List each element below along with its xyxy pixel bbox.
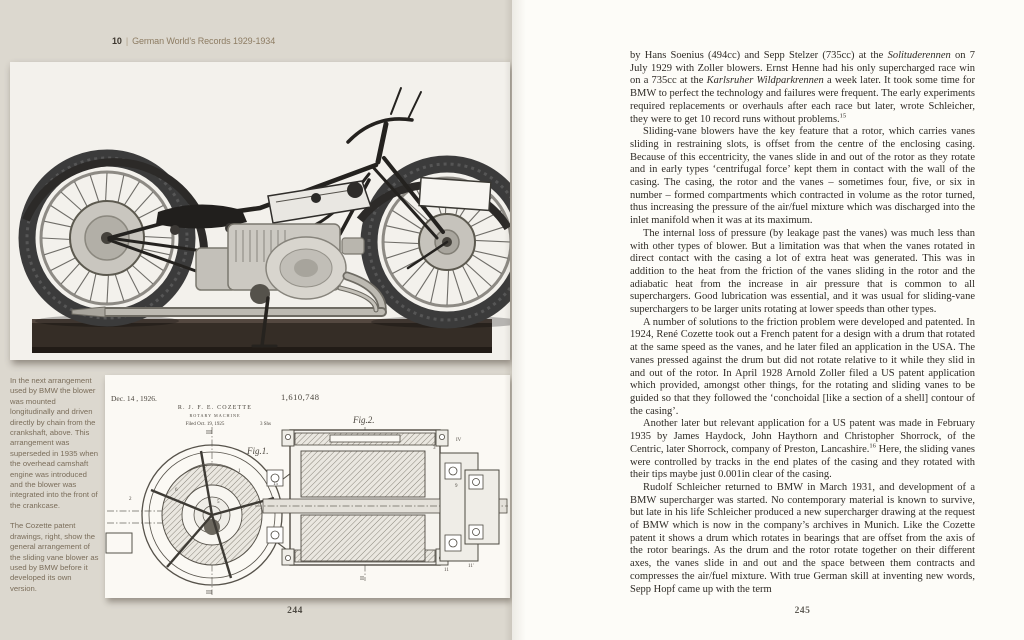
- paragraph: A number of solutions to the friction problem were developed and patented. In 1924, René Cozette took out a French patent for a design with a drum that rotated at the same speed as the vanes, and he later filed an application in the USA. The vanes pressed against the drum but did not rotate relative to it while they slid in and out of the rotor. In April 1928 Arnold Zoller filed a US patent application which provided, amongst other things, for the rotating and sliding vanes to be guided so that they followed the ‘conchoidal [like a section of a shell] contour of the casing’.: [630, 316, 975, 417]
- svg-text:3': 3': [433, 446, 437, 451]
- svg-text:6: 6: [175, 488, 178, 493]
- paragraph: Rudolf Schleicher returned to BMW in March 1931, and development of a BMW supercharger was started. No contemporary material is known to survive, but late in his life Schleicher produced a new supercharger drawing at the request of BMW which is now in the company’s archives in Munich. Like the Cozette patent it shows a drum which rotates in bearings that are offset from the axis of the rotor bearings. As the drum and the rotor rotate together on their different axes, the vanes slide in and out and the space between them contracts and compresses the air/fuel mixture. With true German skill at inventing new words, Sepp Hopf came up with the term: [630, 481, 975, 595]
- right-page: [512, 0, 1024, 640]
- chapter-header: [112, 36, 275, 46]
- svg-text:9: 9: [455, 484, 458, 489]
- motorcycle-illustration: [10, 62, 510, 360]
- patent-number: 1,610,748: [281, 392, 320, 402]
- number-plate: [419, 178, 491, 211]
- chapter-title: German World’s Records 1929-1934: [132, 36, 276, 46]
- caption-paragraph: In the next arrangement used by BMW the blower was mounted longitudinally and driven directly by chain from the crankshaft, above. This arrangement was superseded in 1935 when the overhead camshaft engine was introduced and the blower was integrated into the front of the crankcase.: [10, 376, 99, 510]
- motorcycle-photo: [10, 62, 510, 360]
- svg-text:11: 11: [444, 568, 449, 573]
- paragraph: Sliding-vane blowers have the key feature that a rotor, which carries vanes sliding in restraining slots, is offset from the centre of the enclosing casing. Because of this eccentricity, the vanes slide in and out of the rotor as they rotate and in early types ‘centrifugal force’ kept them in contact with the wall of the casing. The casing, the rotor and the vanes – sometimes four, five, or six in number – formed compartments which contracted in volume as the rotor turned, thus increasing the pressure of the air/fuel mixture which was discharged into the inlet manifold when it was at its maximum.: [630, 126, 975, 227]
- patent-filed: Filed Oct. 19, 1925: [185, 422, 225, 427]
- fig2-section-bottom: II: [360, 576, 364, 582]
- right-page-number: 245: [794, 606, 811, 616]
- svg-text:2: 2: [129, 497, 132, 502]
- fig1-section-bottom: III: [206, 590, 212, 596]
- cozette-patent-sheet: [105, 375, 510, 598]
- patent-date: Dec. 14 , 1926.: [111, 394, 157, 403]
- patent-title: ROTARY MACHINE: [189, 413, 241, 418]
- body-paragraphs: [630, 50, 975, 596]
- left-page-number: 244: [287, 606, 303, 616]
- caption-paragraph: The Cozette patent drawings, right, show the general arrangement of the sliding vane blower as used by BMW before it developed its own version.: [10, 521, 99, 593]
- patent-drawing: [105, 375, 510, 598]
- svg-text:1: 1: [238, 469, 241, 474]
- patent-sheets: 3 Shs: [260, 422, 271, 427]
- svg-text:15: 15: [273, 482, 278, 487]
- paragraph: by Hans Soenius (494cc) and Sepp Stelzer (735cc) at the Solituderennen on 7 July 1929 with Zoller blowers. Ernst Henne had his only supercharged race win on a 735cc at the Karlsruher Wildparkrennen a week later. It took some time for BMW to perfect the technology and failures were frequent. The early experiments required replacements or overhauls after each race but later, wrote Schleicher, they were to get 10 record runs without problems.$^{15}$: [630, 50, 975, 125]
- photo-captions: [10, 376, 100, 604]
- chapter-separator: |: [125, 36, 129, 46]
- svg-text:IV: IV: [456, 438, 462, 443]
- paragraph: Another later but relevant application for a US patent was made in February 1935 by James Haydock, John Haythorn and Christopher Shorrock, of the Centric, later Shorrock, company of Preston, Lancashire.$^{16}$ Here, the sliding vanes were controlled by tracks in the end plates of the casing and they rotated with their tips maybe just 0.001in clear of the casing.: [630, 418, 975, 481]
- svg-text:5: 5: [217, 500, 220, 505]
- patent-inventor: R. J. F. E. COZETTE: [177, 405, 253, 411]
- svg-text:11': 11': [468, 564, 474, 569]
- fig1-section-top: III: [206, 430, 212, 436]
- fig2-label: Fig.2.: [353, 415, 375, 425]
- chapter-number: 10: [112, 36, 122, 46]
- paragraph: The internal loss of pressure (by leakage past the vanes) was much less than with other types of blower. But a limitation was that when the vanes rotated in direct contact with the casing a lot of extra heat was generated. This was in addition to the heat from the friction of the vanes sliding in the rotor and the adiabatic heat from the increase in air pressure that is common to all superchargers. Good lubrication was essential, and it was usual for sliding-vane superchargers to be larger units rotating at lower speeds than other types.: [630, 227, 975, 316]
- patent-header: [111, 392, 320, 427]
- fig1-label: Fig.1.: [247, 446, 269, 456]
